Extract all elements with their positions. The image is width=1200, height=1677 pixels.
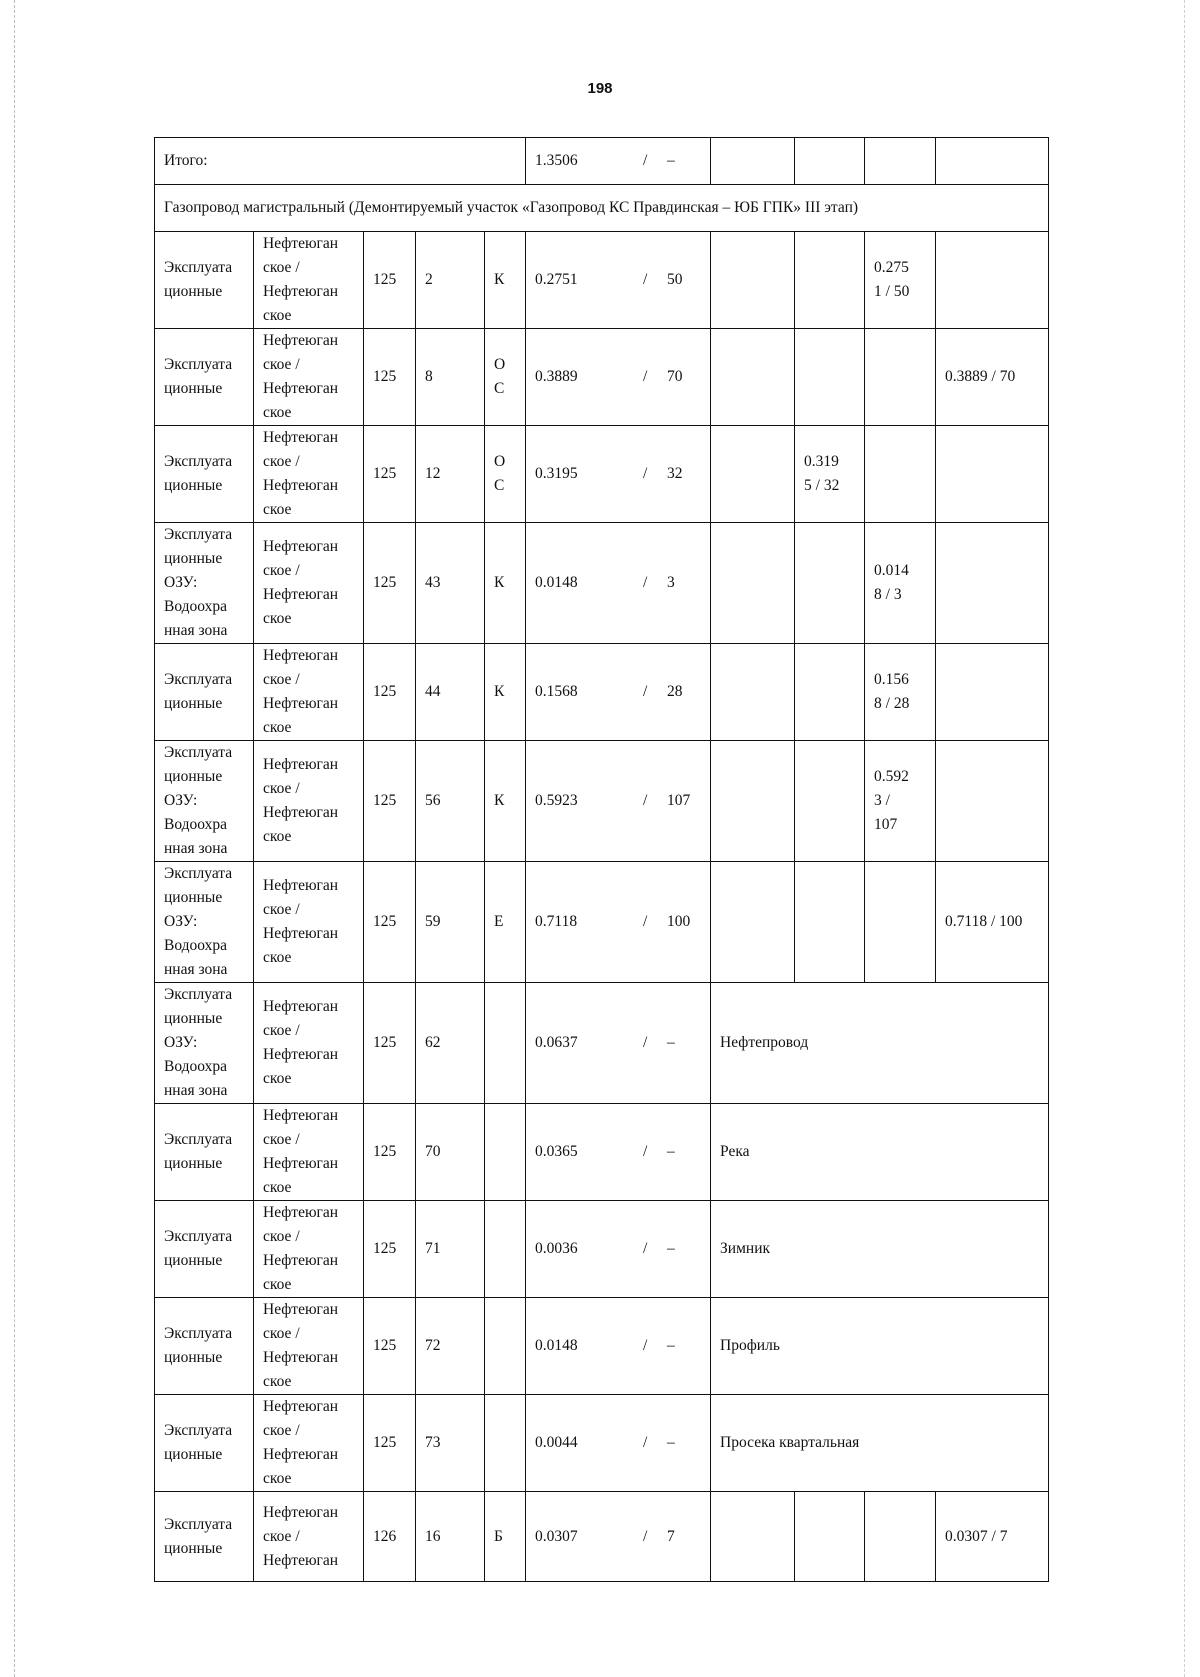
area-cell xyxy=(526,983,711,1104)
plot-cell: 62 xyxy=(416,983,485,1104)
total-area-rest: – xyxy=(667,152,675,169)
split-cell-c xyxy=(865,1492,936,1582)
scan-edge-right xyxy=(1184,0,1186,1677)
total-label: Итого: xyxy=(155,138,526,185)
land-use-cell: Эксплуата ционные xyxy=(155,426,254,523)
area-cell xyxy=(526,329,711,426)
table-row xyxy=(155,983,1049,1104)
note-cell: Зимник xyxy=(711,1201,1049,1298)
block-cell: 125 xyxy=(364,741,416,862)
land-use-cell: Эксплуата ционные ОЗУ: Водоохра нная зона xyxy=(155,983,254,1104)
area-rest: 100 xyxy=(667,913,691,930)
split-cell-c xyxy=(865,862,936,983)
empty-cell xyxy=(711,523,795,644)
area-value: 0.0148 xyxy=(535,574,578,591)
area-cell xyxy=(526,1201,711,1298)
area-cell xyxy=(526,1395,711,1492)
category-cell xyxy=(485,1395,526,1492)
empty-cell xyxy=(711,644,795,741)
empty-cell xyxy=(711,426,795,523)
area-value: 0.5923 xyxy=(535,792,578,809)
land-use-cell: Эксплуата ционные xyxy=(155,329,254,426)
total-empty-cell xyxy=(865,138,936,185)
area-slash: / xyxy=(643,913,648,930)
block-cell: 125 xyxy=(364,644,416,741)
plot-cell: 56 xyxy=(416,741,485,862)
area-slash: / xyxy=(643,1527,648,1545)
split-cell-d xyxy=(936,644,1049,741)
land-use-cell: Эксплуата ционные xyxy=(155,1104,254,1201)
area-rest: 7 xyxy=(667,1527,675,1545)
block-cell: 125 xyxy=(364,1201,416,1298)
field-cell: Нефтеюган ское / Нефтеюган ское xyxy=(254,1298,364,1395)
category-cell: О С xyxy=(485,329,526,426)
total-empty-cell xyxy=(936,138,1049,185)
split-cell-c xyxy=(865,426,936,523)
area-rest: 50 xyxy=(667,271,683,288)
note-cell: Профиль xyxy=(711,1298,1049,1395)
table-row xyxy=(155,1201,1049,1298)
section-row xyxy=(155,185,1049,232)
split-cell-b xyxy=(795,862,865,983)
block-cell: 125 xyxy=(364,232,416,329)
land-use-cell: Эксплуата ционные xyxy=(155,1395,254,1492)
area-value: 0.0148 xyxy=(535,1337,578,1354)
field-cell: Нефтеюган ское / Нефтеюган ское xyxy=(254,329,364,426)
area-cell xyxy=(526,523,711,644)
split-cell-d: 0.0307 / 7 xyxy=(936,1492,1049,1582)
block-cell: 125 xyxy=(364,426,416,523)
area-rest: 32 xyxy=(667,465,683,482)
field-cell: Нефтеюган ское / Нефтеюган ское xyxy=(254,741,364,862)
split-cell-b xyxy=(795,644,865,741)
area-cell xyxy=(526,426,711,523)
area-value: 0.3195 xyxy=(535,465,578,482)
table-row xyxy=(155,862,1049,983)
block-cell: 125 xyxy=(364,329,416,426)
split-cell-c: 0.275 1 / 50 xyxy=(865,232,936,329)
field-cell: Нефтеюган ское / Нефтеюган ское xyxy=(254,983,364,1104)
plot-cell: 72 xyxy=(416,1298,485,1395)
split-cell-d xyxy=(936,232,1049,329)
split-cell-d: 0.7118 / 100 xyxy=(936,862,1049,983)
block-cell: 125 xyxy=(364,983,416,1104)
land-use-cell: Эксплуата ционные ОЗУ: Водоохра нная зона xyxy=(155,523,254,644)
block-cell: 125 xyxy=(364,862,416,983)
split-cell-d: 0.3889 / 70 xyxy=(936,329,1049,426)
split-cell-b xyxy=(795,232,865,329)
plot-cell: 71 xyxy=(416,1201,485,1298)
total-row xyxy=(155,138,1049,185)
field-cell: Нефтеюган ское / Нефтеюган ское xyxy=(254,862,364,983)
total-empty-cell xyxy=(795,138,865,185)
area-slash: / xyxy=(643,1240,648,1257)
area-value: 0.0637 xyxy=(535,1034,578,1051)
note-cell: Нефтепровод xyxy=(711,983,1049,1104)
split-cell-b xyxy=(795,329,865,426)
area-slash: / xyxy=(643,368,648,385)
area-rest: 3 xyxy=(667,574,675,591)
category-cell: К xyxy=(485,523,526,644)
field-cell: Нефтеюган ское / Нефтеюган ское xyxy=(254,523,364,644)
field-cell: Нефтеюган ское / Нефтеюган ское xyxy=(254,644,364,741)
area-slash: / xyxy=(643,465,648,482)
block-cell: 126 xyxy=(364,1492,416,1582)
total-area-cell xyxy=(526,138,711,185)
area-value: 0.1568 xyxy=(535,683,578,700)
table-row xyxy=(155,329,1049,426)
area-slash: / xyxy=(643,1337,648,1354)
split-cell-c: 0.014 8 / 3 xyxy=(865,523,936,644)
category-cell xyxy=(485,1298,526,1395)
area-rest: 70 xyxy=(667,368,683,385)
table-row xyxy=(155,1298,1049,1395)
data-table xyxy=(154,137,1049,1582)
plot-cell: 2 xyxy=(416,232,485,329)
area-cell xyxy=(526,1298,711,1395)
area-rest: 107 xyxy=(667,792,691,809)
empty-cell xyxy=(711,862,795,983)
area-value: 0.7118 xyxy=(535,913,578,930)
total-area-value: 1.3506 xyxy=(535,152,578,169)
total-empty-cell xyxy=(711,138,795,185)
split-cell-b: 0.319 5 / 32 xyxy=(795,426,865,523)
area-value: 0.0036 xyxy=(535,1240,578,1257)
table-row xyxy=(155,644,1049,741)
block-cell: 125 xyxy=(364,1104,416,1201)
category-cell: Б xyxy=(485,1492,526,1582)
field-cell: Нефтеюган ское / Нефтеюган ское xyxy=(254,232,364,329)
area-value: 0.0044 xyxy=(535,1434,578,1451)
empty-cell xyxy=(711,1492,795,1582)
area-slash: / xyxy=(643,1143,648,1160)
land-use-cell: Эксплуата ционные ОЗУ: Водоохра нная зона xyxy=(155,862,254,983)
area-cell xyxy=(526,232,711,329)
split-cell-d xyxy=(936,523,1049,644)
block-cell: 125 xyxy=(364,1395,416,1492)
area-rest: 28 xyxy=(667,683,683,700)
table-row xyxy=(155,1492,1049,1582)
table-row xyxy=(155,741,1049,862)
split-cell-d xyxy=(936,741,1049,862)
area-cell xyxy=(526,741,711,862)
empty-cell xyxy=(711,741,795,862)
plot-cell: 73 xyxy=(416,1395,485,1492)
field-cell: Нефтеюган ское / Нефтеюган ское xyxy=(254,1395,364,1492)
area-value: 0.0307 xyxy=(535,1527,578,1545)
category-cell: О С xyxy=(485,426,526,523)
land-use-cell: Эксплуата ционные xyxy=(155,644,254,741)
area-slash: / xyxy=(643,683,648,700)
area-cell xyxy=(526,644,711,741)
area-slash: / xyxy=(643,792,648,809)
plot-cell: 12 xyxy=(416,426,485,523)
plot-cell: 44 xyxy=(416,644,485,741)
land-use-cell: Эксплуата ционные xyxy=(155,1201,254,1298)
area-value: 0.0365 xyxy=(535,1143,578,1160)
field-cell: Нефтеюган ское / Нефтеюган ское xyxy=(254,426,364,523)
land-use-cell: Эксплуата ционные xyxy=(155,1298,254,1395)
split-cell-c: 0.156 8 / 28 xyxy=(865,644,936,741)
split-cell-b xyxy=(795,523,865,644)
category-cell xyxy=(485,1104,526,1201)
land-use-cell: Эксплуата ционные ОЗУ: Водоохра нная зона xyxy=(155,741,254,862)
split-cell-c: 0.592 3 / 107 xyxy=(865,741,936,862)
category-cell: К xyxy=(485,644,526,741)
area-cell xyxy=(526,1492,711,1582)
category-cell: Е xyxy=(485,862,526,983)
plot-cell: 16 xyxy=(416,1492,485,1582)
split-cell-d xyxy=(936,426,1049,523)
split-cell-c xyxy=(865,329,936,426)
empty-cell xyxy=(711,232,795,329)
note-cell: Река xyxy=(711,1104,1049,1201)
area-rest: – xyxy=(667,1034,675,1051)
empty-cell xyxy=(711,329,795,426)
area-slash: / xyxy=(643,271,648,288)
table-row xyxy=(155,523,1049,644)
category-cell: К xyxy=(485,741,526,862)
note-cell: Просека квартальная xyxy=(711,1395,1049,1492)
area-cell xyxy=(526,862,711,983)
plot-cell: 59 xyxy=(416,862,485,983)
section-title: Газопровод магистральный (Демонтируемый участок «Газопровод КС Правдинская – ЮБ ГПК» III этап) xyxy=(155,185,1049,232)
category-cell: К xyxy=(485,232,526,329)
total-area-slash: / xyxy=(643,152,648,169)
plot-cell: 8 xyxy=(416,329,485,426)
area-cell xyxy=(526,1104,711,1201)
area-slash: / xyxy=(643,1034,648,1051)
block-cell: 125 xyxy=(364,1298,416,1395)
area-rest: – xyxy=(667,1240,675,1257)
field-cell: Нефтеюган ское / Нефтеюган xyxy=(254,1492,364,1582)
area-value: 0.2751 xyxy=(535,271,578,288)
field-cell: Нефтеюган ское / Нефтеюган ское xyxy=(254,1201,364,1298)
area-slash: / xyxy=(643,1434,648,1451)
page-number: 198 xyxy=(587,80,613,97)
table-row xyxy=(155,1104,1049,1201)
area-rest: – xyxy=(667,1434,675,1451)
land-use-cell: Эксплуата ционные xyxy=(155,1492,254,1582)
scan-edge-left xyxy=(14,0,16,1677)
table-row xyxy=(155,1395,1049,1492)
plot-cell: 70 xyxy=(416,1104,485,1201)
plot-cell: 43 xyxy=(416,523,485,644)
area-rest: – xyxy=(667,1143,675,1160)
table-row xyxy=(155,426,1049,523)
area-slash: / xyxy=(643,574,648,591)
area-value: 0.3889 xyxy=(535,368,578,385)
split-cell-b xyxy=(795,1492,865,1582)
category-cell xyxy=(485,1201,526,1298)
area-rest: – xyxy=(667,1337,675,1354)
land-use-cell: Эксплуата ционные xyxy=(155,232,254,329)
field-cell: Нефтеюган ское / Нефтеюган ское xyxy=(254,1104,364,1201)
split-cell-b xyxy=(795,741,865,862)
table-row xyxy=(155,232,1049,329)
block-cell: 125 xyxy=(364,523,416,644)
category-cell xyxy=(485,983,526,1104)
